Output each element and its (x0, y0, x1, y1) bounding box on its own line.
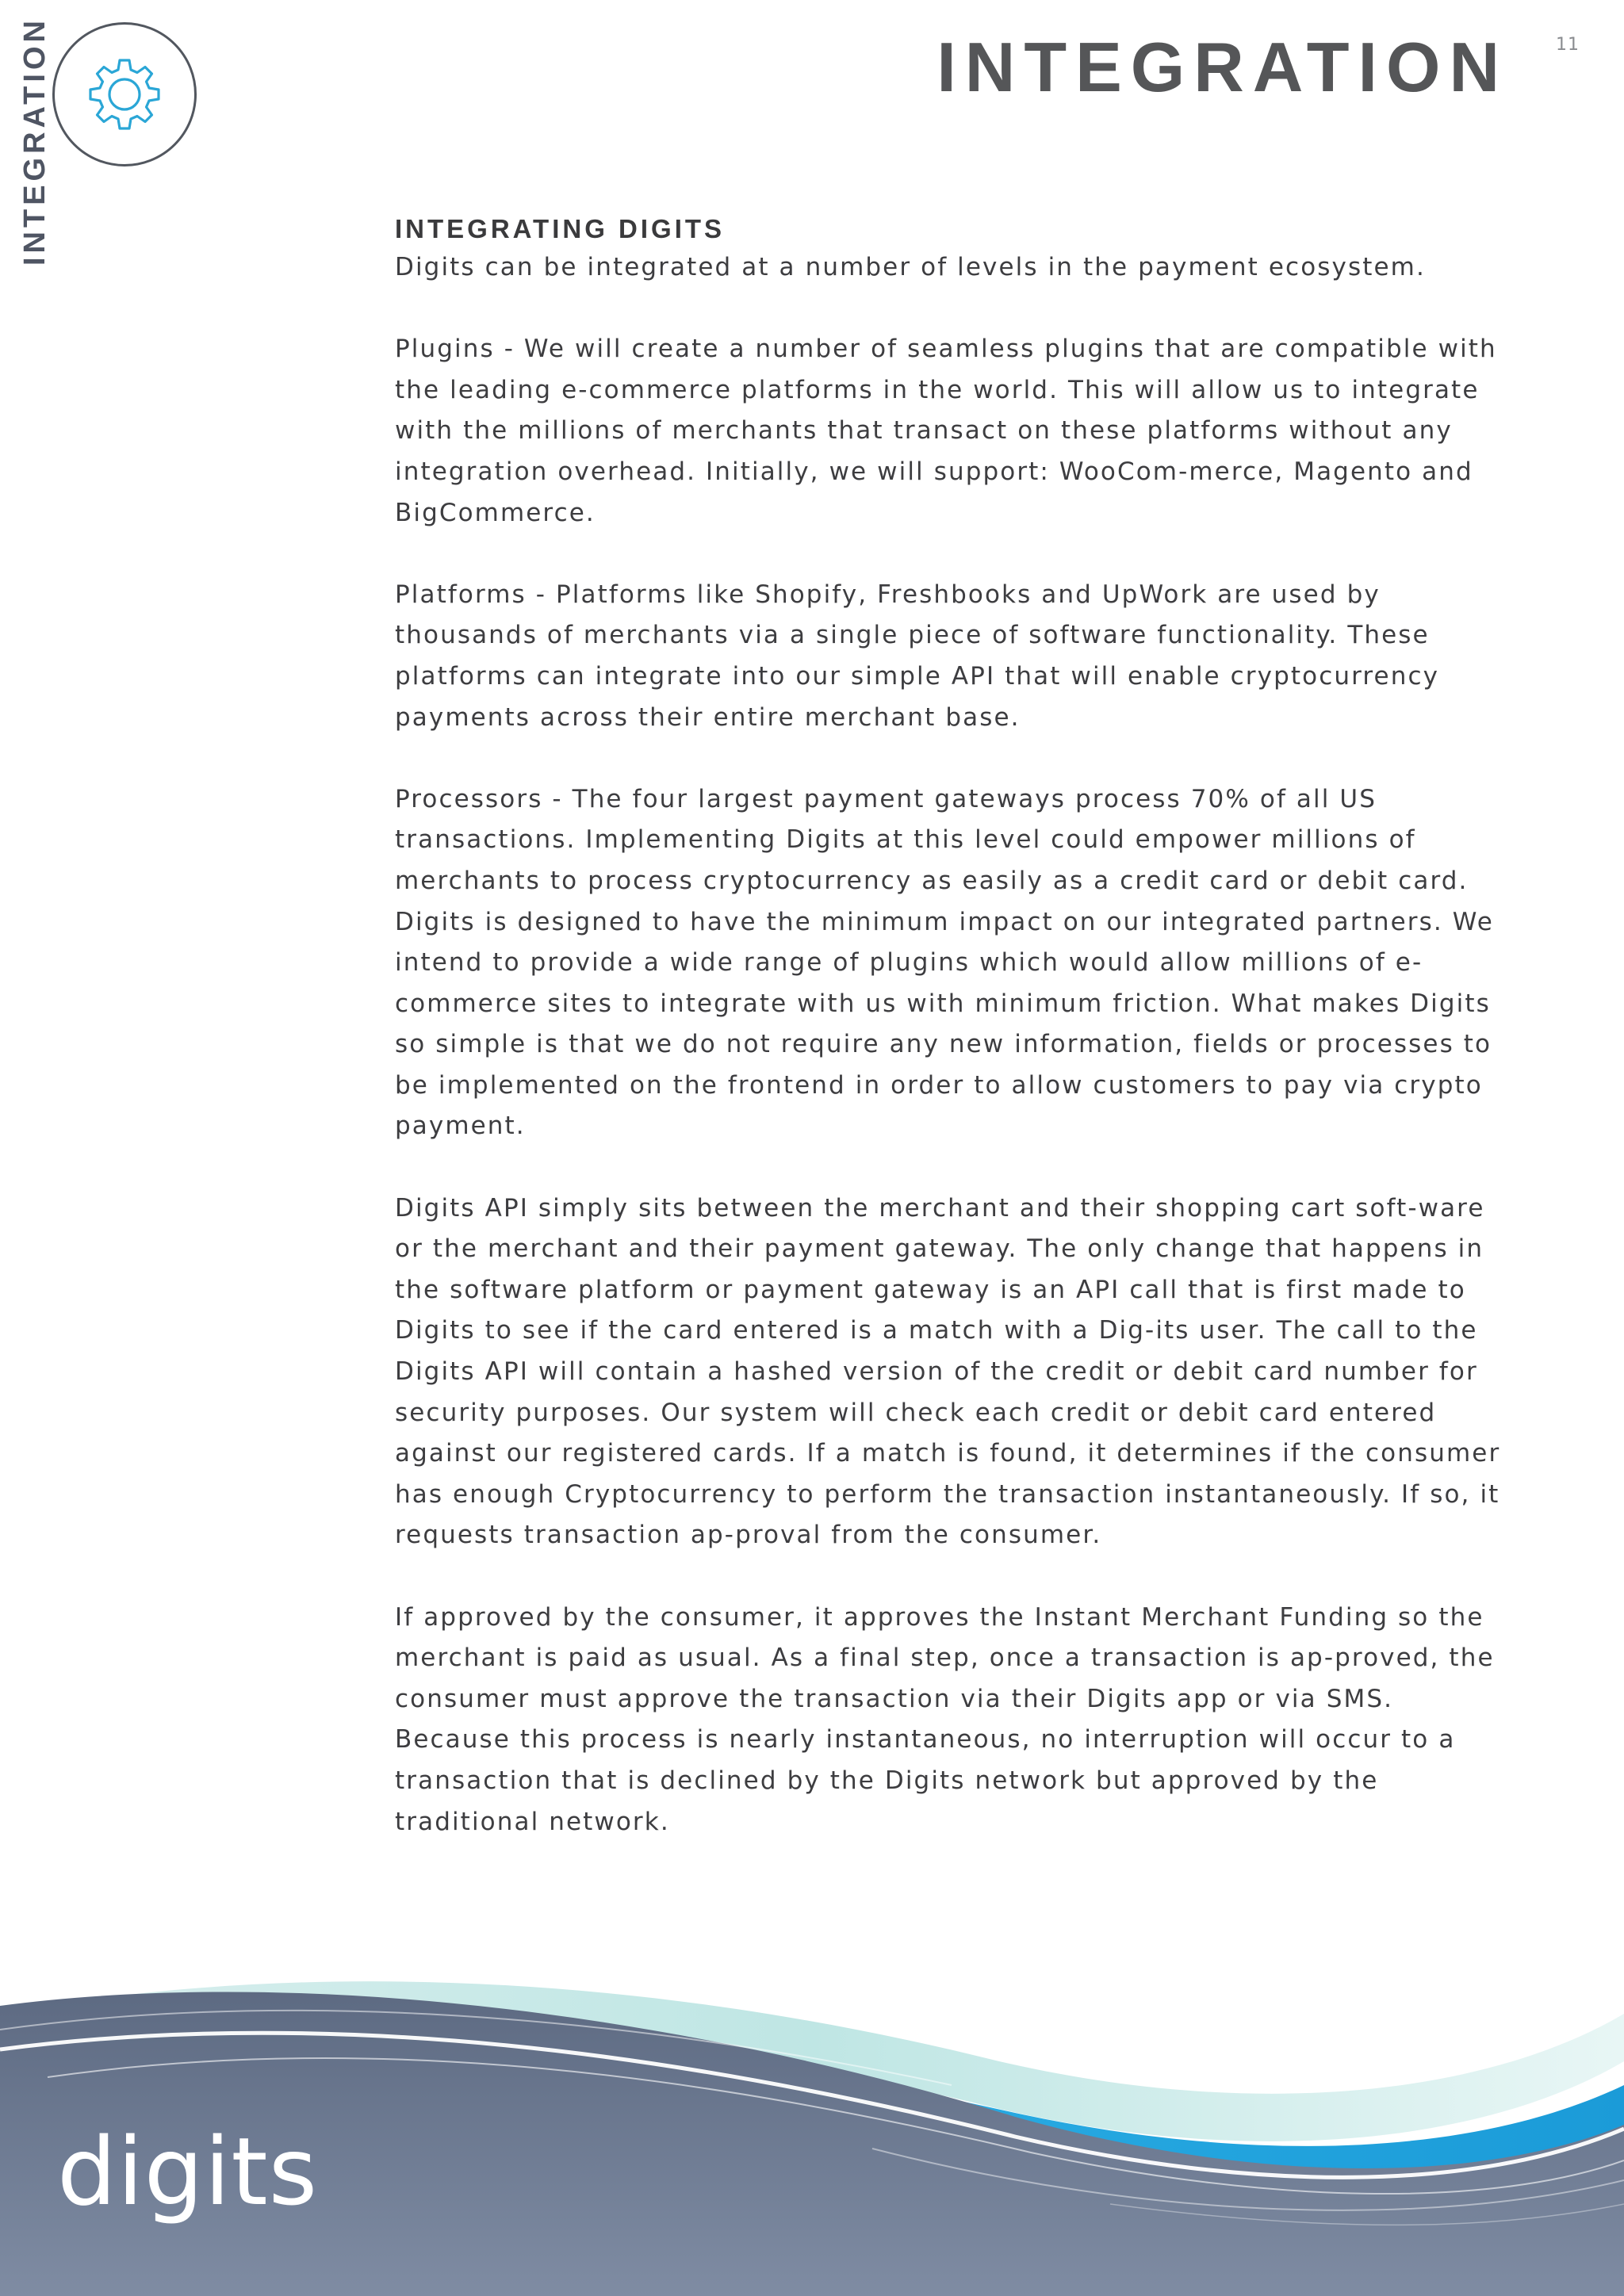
intro-paragraph: Digits can be integrated at a number of levels in the payment ecosystem. (395, 253, 1426, 281)
processors-paragraph: Processors - The four largest payment gateways process 70% of all US transactions. Implementing Digits at this level could empower millions of merchants to process cryptocurrency as easily as a credit card or debit card. (395, 784, 1469, 895)
api-paragraph: Digits API simply sits between the merchant and their shopping cart soft-ware or the merchant and their payment gateway. The only change that happens in the software platform or payment gateway is an API call that is first made to Digits to see if the card entered is a match with a Dig-its user. The call to the Digits API will contain a hashed version of the credit or debit card number for security purposes. Our system will check each credit or debit card entered against our registered cards. If a match is found, it determines if the consumer has enough Cryptocurrency to perform the transaction instantaneously. If so, it requests transaction ap-proval from the consumer. (395, 1193, 1501, 1550)
side-section-label: INTEGRATION (18, 17, 52, 266)
paragraph-gap (395, 738, 1515, 779)
plugins-paragraph: Plugins - We will create a number of seamless plugins that are compatible with the leading e-commerce platforms in the world. This will allow us to integrate with the millions of merchants that transact on these platforms without any integration overhead. Initially, we will support: WooCom-merce, Magento and BigCommerce. (395, 335, 1497, 527)
section-heading: INTEGRATING DIGITS (395, 214, 726, 243)
page-number: 11 (1556, 35, 1580, 55)
approval-paragraph: If approved by the consumer, it approves the Instant Merchant Funding so the merchant is paid as usual. As a final step, once a transaction is ap-proved, the consumer must approve the transaction via their Digits app or via SMS. Because this process is nearly instantaneous, no interruption will occur to a transaction that is declined by the Digits network but approved by the traditional network. (395, 1602, 1495, 1836)
platforms-paragraph: Platforms - Platforms like Shopify, Freshbooks and UpWork are used by thousands of merchants via a single piece of software functionality. These platforms can integrate into our simple API that will enable cryptocurrency payments across their entire merchant base. (395, 580, 1440, 732)
design-paragraph: Digits is designed to have the minimum impact on our integrated partners. We intend to provide a wide range of plugins which would allow millions of e-commerce sites to integrate with us with minimum friction. What makes Digits so simple is that we do not require any new information, fields or processes to be implemented on the frontend in order to allow customers to pay via crypto payment. (395, 907, 1494, 1141)
section-badge (52, 22, 197, 166)
gear-icon (77, 47, 172, 142)
digits-logo: digits (57, 2117, 319, 2226)
paragraph-gap (395, 289, 1515, 330)
page-title: INTEGRATION (936, 28, 1508, 106)
paragraph-gap (395, 1147, 1515, 1188)
paragraph-gap (395, 1556, 1515, 1598)
paragraph-gap (395, 534, 1515, 575)
main-content (395, 211, 1515, 1843)
